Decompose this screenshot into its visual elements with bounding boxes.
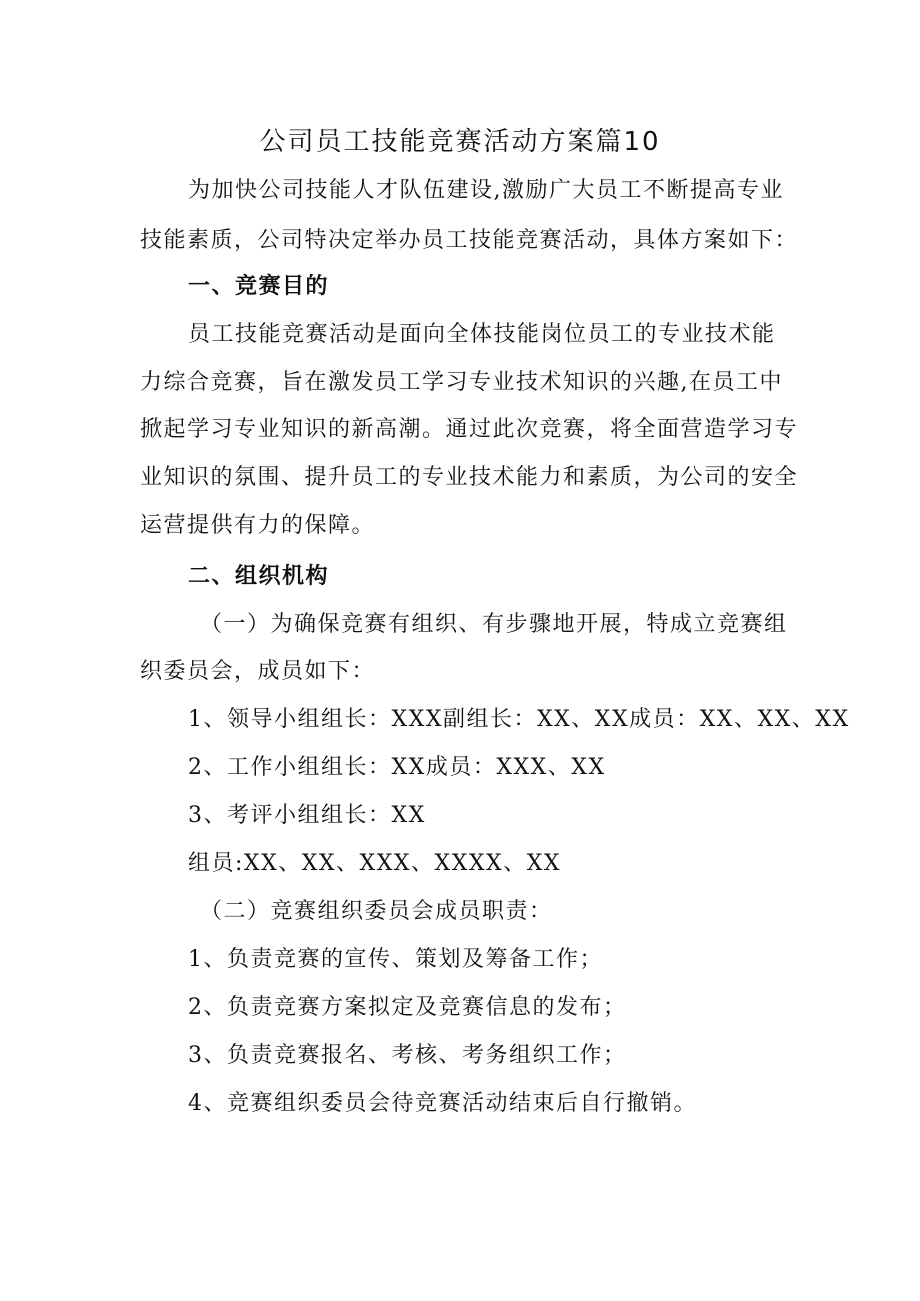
subsection-heading: （二）竞赛组织委员会成员职责： [200, 899, 553, 924]
section-heading: 一、竞赛目的 [188, 274, 330, 299]
paragraph-line: （一）为确保竞赛有组织、有步骤地开展，特成立竞赛组 [200, 612, 788, 637]
duty-line: 4、竞赛组织委员会待竞赛活动结束后自行撤销。 [188, 1091, 697, 1116]
intro-line: 为加快公司技能人才队伍建设,激励广大员工不断提高专业 [188, 178, 784, 203]
member-line: 组员:XX、XX、XXX、XXXX、XX [188, 851, 562, 876]
duty-line: 3、负责竞赛报名、考核、考务组织工作； [188, 1043, 627, 1068]
member-line: 2、工作小组组长：XX成员：XXX、XX [188, 755, 606, 780]
page-title: 公司员工技能竞赛活动方案篇10 [259, 127, 661, 157]
section-heading: 二、组织机构 [188, 564, 330, 589]
paragraph-line: 织委员会，成员如下： [140, 659, 376, 684]
duty-line: 1、负责竞赛的宣传、策划及筹备工作； [188, 947, 603, 972]
paragraph-line: 业知识的氛围、提升员工的专业技术能力和素质，为公司的安全 [140, 465, 799, 490]
duty-line: 2、负责竞赛方案拟定及竞赛信息的发布； [188, 995, 627, 1020]
member-line: 1、领导小组组长：XXX副组长：XX、XX成员：XX、XX、XX [188, 707, 850, 732]
intro-line: 技能素质，公司特决定举办员工技能竞赛活动，具体方案如下： [140, 228, 799, 253]
paragraph-line: 力综合竞赛，旨在激发员工学习专业技术知识的兴趣,在员工中 [140, 370, 783, 395]
paragraph-line: 运营提供有力的保障。 [140, 513, 376, 538]
paragraph-line: 掀起学习专业知识的新高潮。通过此次竞赛，将全面营造学习专 [140, 417, 799, 442]
paragraph-line: 员工技能竞赛活动是面向全体技能岗位员工的专业技术能 [188, 322, 776, 347]
member-line: 3、考评小组组长：XX [188, 803, 426, 828]
